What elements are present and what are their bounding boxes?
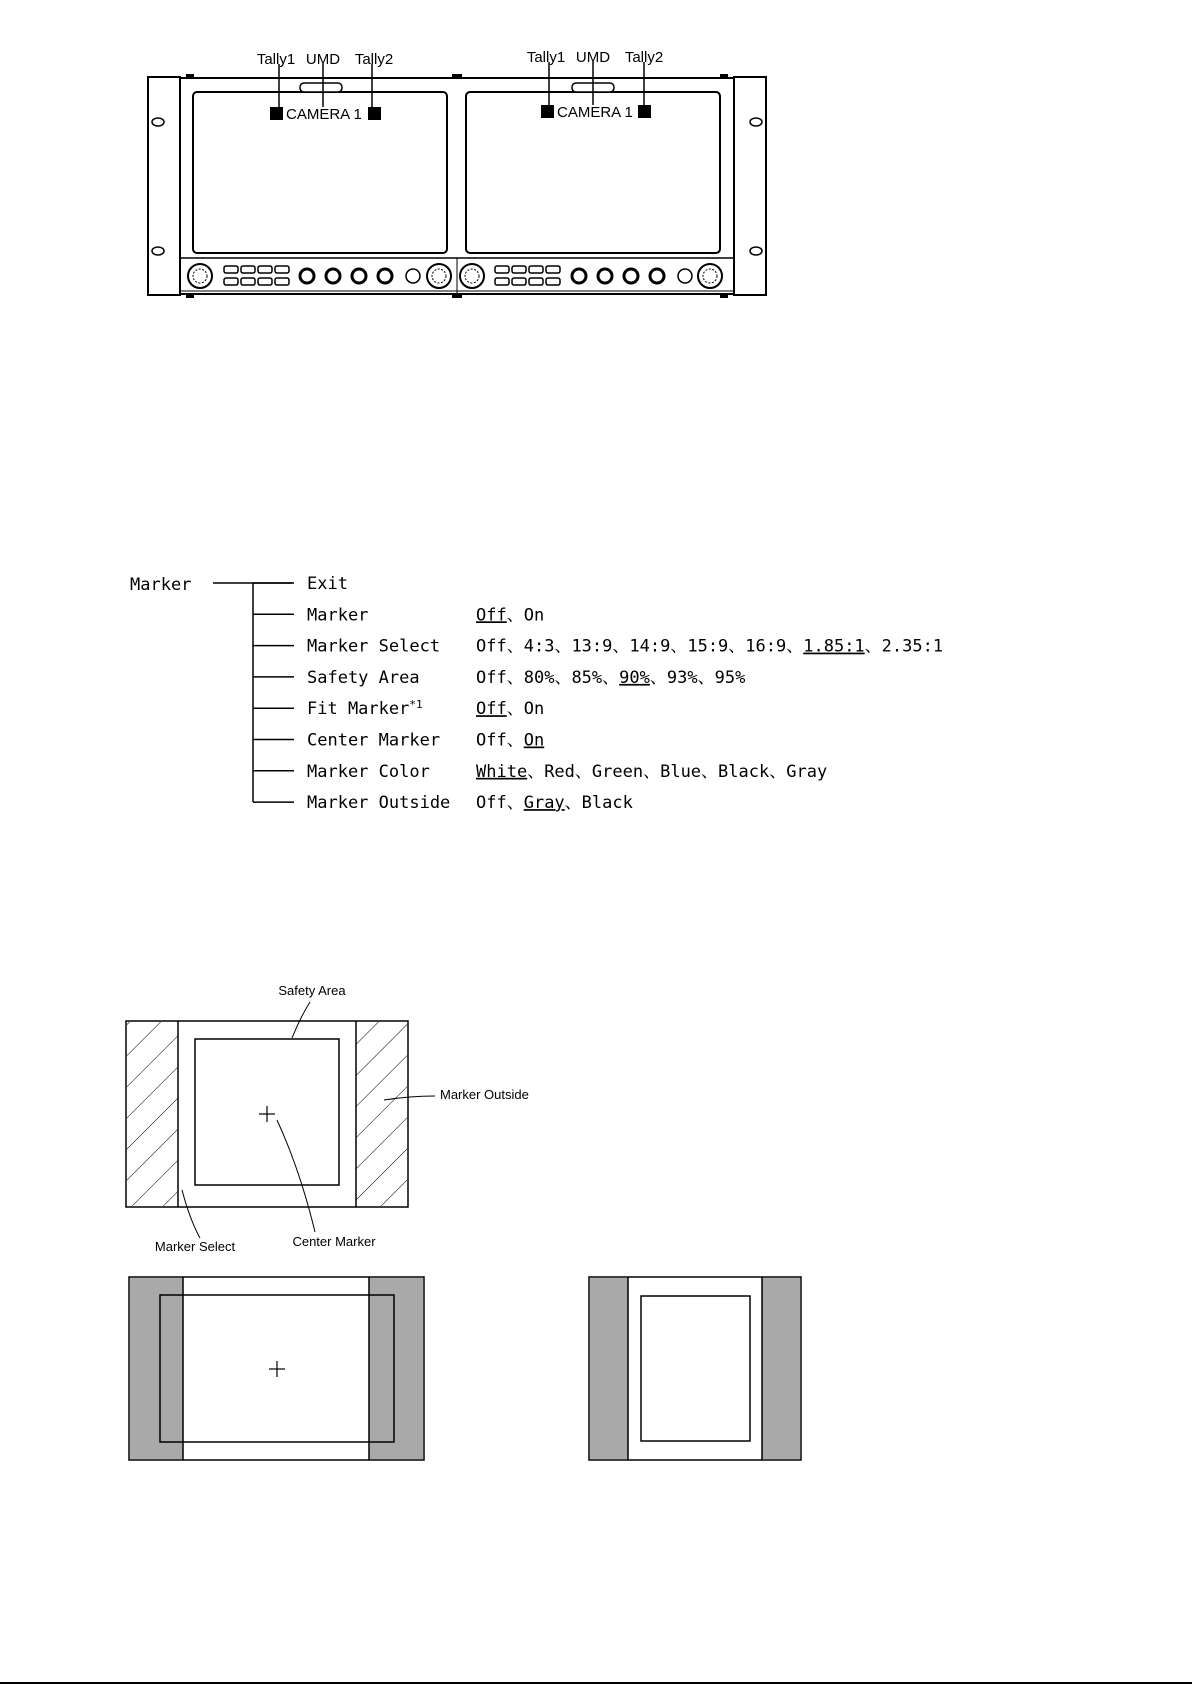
menu-option: 16:9 — [745, 636, 787, 657]
menu-option: Off — [476, 636, 507, 657]
menu-option: Black — [581, 793, 633, 814]
safety-area-label: Safety Area — [278, 983, 346, 998]
example-narrow-outside-left — [590, 1278, 628, 1459]
menu-option: Off — [476, 793, 507, 814]
menu-option: On — [523, 699, 545, 720]
marker-select-label: Marker Select — [154, 1239, 236, 1254]
left-tally1-label: Tally1 — [256, 51, 296, 68]
menu-option: Green — [591, 761, 644, 782]
menu-option: 93% — [666, 667, 698, 688]
menu-option: 80% — [523, 667, 555, 688]
menu-item-center-marker: Center Marker — [307, 730, 441, 751]
left-umd-label: UMD — [305, 51, 341, 68]
menu-item-marker-color: Marker Color — [307, 761, 430, 782]
menu-option: Off — [476, 730, 507, 751]
menu-option: 85% — [571, 667, 603, 688]
menu-option: 13:9 — [571, 636, 613, 657]
menu-option: 14:9 — [629, 636, 671, 657]
menu-option: On — [523, 730, 545, 751]
menu-item-marker: Marker — [307, 605, 369, 626]
menu-option: Gray — [786, 761, 828, 782]
menu-item-options: Off、On — [476, 605, 545, 626]
menu-item-options: Off、On — [476, 699, 545, 720]
example-narrow-outside-right — [762, 1278, 800, 1459]
menu-item-options: Off、4:3、13:9、14:9、15:9、16:9、1.85:1、2.35:1 — [476, 636, 944, 657]
right-umd-text: CAMERA 1 — [557, 104, 633, 121]
example-wide-outside-left — [130, 1278, 183, 1459]
marker-outside-right — [356, 1022, 407, 1206]
menu-option: Gray — [523, 793, 565, 814]
menu-option: Off — [476, 699, 507, 720]
menu-item-options: White、Red、Green、Blue、Black、Gray — [476, 761, 828, 782]
menu-item-options: Off、80%、85%、90%、93%、95% — [476, 667, 746, 688]
menu-item-marker-outside: Marker Outside — [307, 793, 451, 814]
left-tally2-label: Tally2 — [354, 51, 394, 68]
menu-option: Black — [718, 761, 770, 782]
menu-option: White — [476, 761, 528, 782]
menu-option: 95% — [714, 667, 746, 688]
marker-outside-label: Marker Outside — [440, 1087, 529, 1102]
page-bottom-rule — [0, 1682, 1192, 1684]
menu-option: 4:3 — [523, 636, 555, 657]
menu-option: Blue — [660, 761, 702, 782]
right-umd-label: UMD — [575, 49, 611, 66]
menu-option: 15:9 — [687, 636, 729, 657]
menu-option: Off — [476, 605, 507, 626]
menu-option: On — [523, 605, 545, 626]
menu-option: 2.35:1 — [881, 636, 944, 657]
menu-option: 90% — [619, 667, 650, 688]
marker-outside-left — [127, 1022, 178, 1206]
left-umd-text: CAMERA 1 — [286, 106, 362, 123]
menu-item-options: Off、Gray、Black — [476, 793, 633, 814]
menu-root-label: Marker — [130, 575, 192, 595]
menu-item-options: Off、On — [476, 730, 545, 751]
menu-item-safety-area: Safety Area — [307, 667, 420, 688]
right-tally1-label: Tally1 — [526, 49, 566, 66]
right-tally2-label: Tally2 — [624, 49, 664, 66]
menu-option: 1.85:1 — [803, 636, 865, 657]
menu-option: Off — [476, 667, 507, 688]
example-wide-outside-right — [369, 1278, 423, 1459]
menu-item-fit-marker: Fit Marker$^{*1}$ — [307, 698, 423, 720]
menu-item-exit: Exit — [307, 574, 348, 594]
menu-item-marker-select: Marker Select — [307, 636, 441, 657]
menu-option: Red — [544, 761, 575, 782]
center-marker-label: Center Marker — [292, 1234, 376, 1249]
